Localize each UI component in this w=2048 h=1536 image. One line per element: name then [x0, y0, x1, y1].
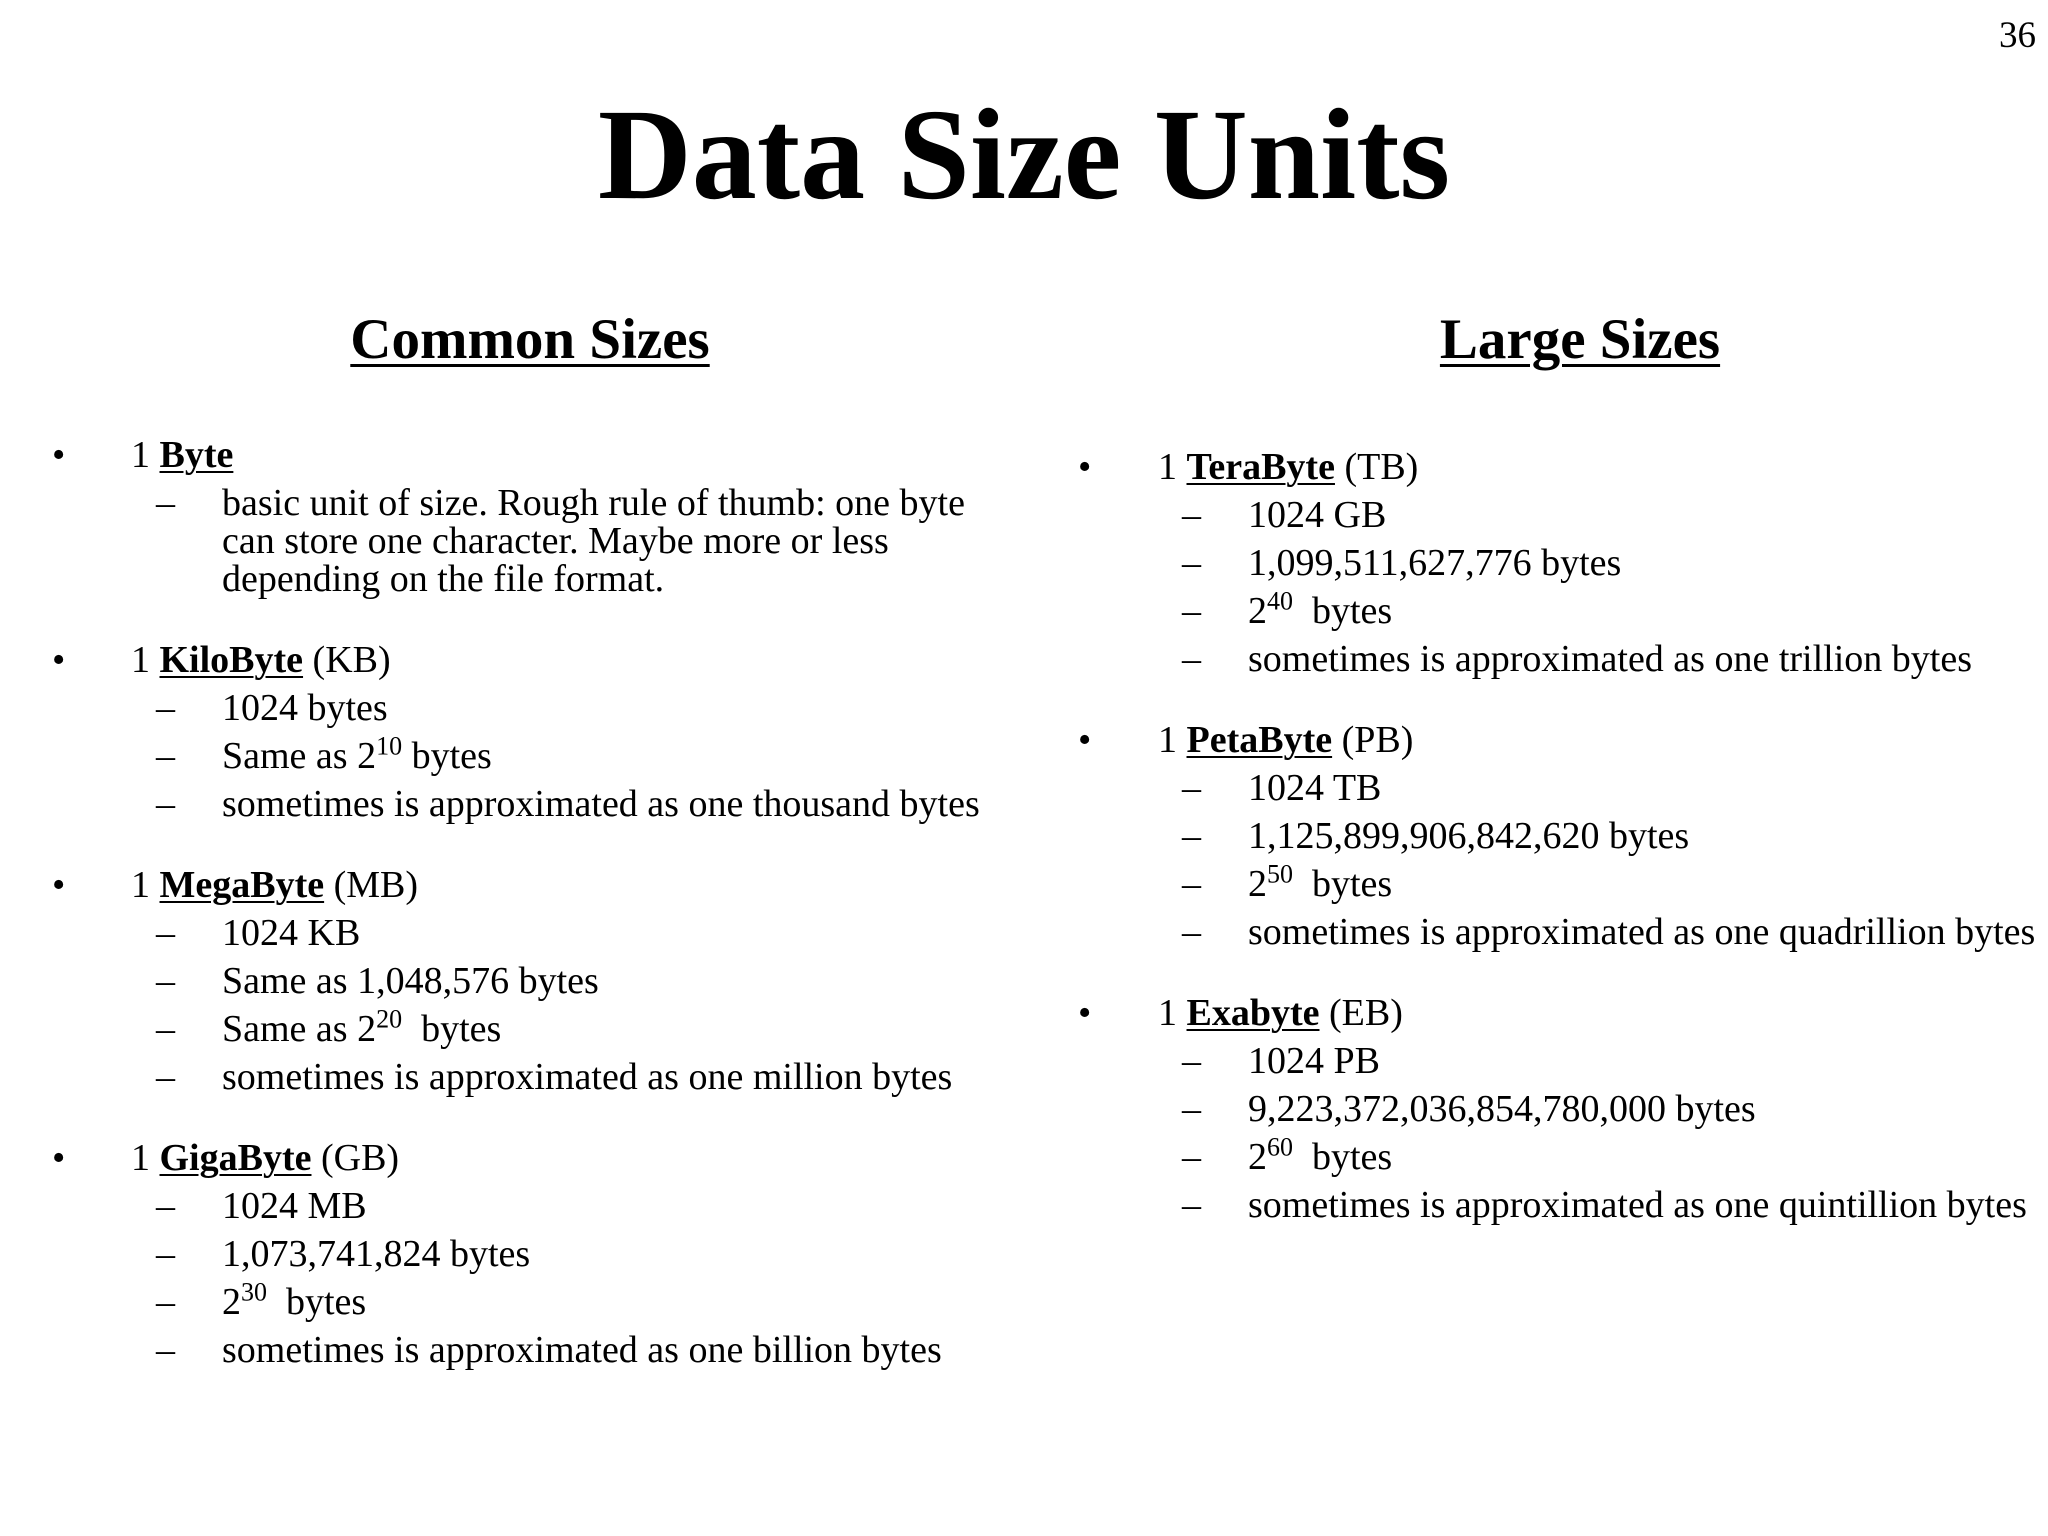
common-sizes-heading: Common Sizes	[350, 308, 710, 371]
list-item	[0, 636, 1040, 828]
unit-count: 1	[131, 639, 160, 681]
unit-heading	[1040, 989, 2048, 1037]
sub-item	[1040, 1181, 2048, 1229]
unit-abbreviation: (TB)	[1334, 446, 1419, 488]
sub-item	[0, 1230, 1040, 1278]
sub-item	[1040, 1037, 2048, 1085]
unit-name: Exabyte	[1186, 992, 1320, 1034]
sub-item-text: 2	[1248, 590, 1267, 632]
exponent: 30	[241, 1277, 267, 1307]
unit-count: 1	[1158, 719, 1187, 761]
unit-heading	[0, 861, 1040, 909]
unit-heading	[1040, 443, 2048, 491]
unit-abbreviation: (MB)	[324, 864, 419, 906]
sub-item-text: 1024 KB	[222, 912, 361, 954]
sub-item	[1040, 635, 2048, 683]
unit-count: 1	[1158, 446, 1187, 488]
sub-item	[1040, 764, 2048, 812]
dash-icon: –	[1182, 494, 1201, 536]
sub-item	[0, 1053, 1040, 1101]
dash-icon: –	[156, 960, 175, 1002]
unit-abbreviation: (EB)	[1319, 992, 1403, 1034]
bullet-icon: •	[1078, 719, 1092, 761]
sub-item	[0, 957, 1040, 1005]
unit-name: GigaByte	[159, 1137, 312, 1179]
sub-item	[0, 1182, 1040, 1230]
sub-item-unit: bytes	[267, 1281, 367, 1323]
dash-icon: –	[156, 1329, 175, 1371]
sub-item-unit: bytes	[402, 1008, 502, 1050]
exponent: 40	[1267, 586, 1293, 616]
sub-item-text: sometimes is approximated as one million bytes	[222, 1056, 953, 1098]
unit-heading	[1040, 716, 2048, 764]
sub-item-text: sometimes is approximated as one billion bytes	[222, 1329, 942, 1371]
sub-item-text: 1,125,899,906,842,620 bytes	[1248, 815, 1690, 857]
dash-icon: –	[1182, 1184, 1201, 1226]
dash-icon: –	[1182, 638, 1201, 680]
sub-item-text: sometimes is approximated as one quintillion bytes	[1248, 1184, 2027, 1226]
bullet-icon: •	[52, 434, 66, 476]
dash-icon: –	[1182, 863, 1201, 905]
sub-item-text: 2	[1248, 863, 1267, 905]
dash-icon: –	[156, 912, 175, 954]
sub-item-unit: bytes	[402, 735, 492, 777]
bullet-icon: •	[1078, 992, 1092, 1034]
dash-icon: –	[1182, 1088, 1201, 1130]
exponent: 50	[1267, 859, 1293, 889]
dash-icon: –	[156, 783, 175, 825]
sub-item-text: 1,073,741,824 bytes	[222, 1233, 531, 1275]
sub-item-text: 1,099,511,627,776 bytes	[1248, 542, 1622, 584]
dash-icon: –	[156, 1056, 175, 1098]
dash-icon: –	[156, 1185, 175, 1227]
unit-count: 1	[131, 434, 160, 476]
sub-item	[0, 1005, 1040, 1053]
sub-item-text: sometimes is approximated as one thousand bytes	[222, 783, 980, 825]
dash-icon: –	[156, 482, 175, 524]
sub-item	[1040, 908, 2048, 956]
sub-item	[1040, 539, 2048, 587]
dash-icon: –	[1182, 767, 1201, 809]
large-sizes-column	[1040, 305, 2048, 1226]
sub-item-text: 1024 MB	[222, 1185, 367, 1227]
bullet-icon: •	[52, 1137, 66, 1179]
dash-icon: –	[156, 687, 175, 729]
sub-item-text: 1024 TB	[1248, 767, 1382, 809]
unit-count: 1	[1158, 992, 1187, 1034]
unit-name: Byte	[159, 434, 234, 476]
sub-item-text: 1024 bytes	[222, 687, 388, 729]
unit-abbreviation: (GB)	[311, 1137, 400, 1179]
dash-icon: –	[156, 1008, 175, 1050]
sub-item	[1040, 812, 2048, 860]
dash-icon: –	[156, 735, 175, 777]
unit-name: TeraByte	[1186, 446, 1335, 488]
unit-name: PetaByte	[1186, 719, 1333, 761]
list-item	[1040, 716, 2048, 956]
dash-icon: –	[1182, 590, 1201, 632]
bullet-icon: •	[52, 639, 66, 681]
sub-item-unit: bytes	[1293, 1136, 1393, 1178]
dash-icon: –	[1182, 1040, 1201, 1082]
sub-item-text: sometimes is approximated as one trillion bytes	[1248, 638, 1972, 680]
exponent: 20	[376, 1004, 403, 1034]
dash-icon: –	[156, 1281, 175, 1323]
list-item	[1040, 989, 2048, 1229]
unit-count: 1	[131, 864, 160, 906]
sub-item	[1040, 1133, 2048, 1181]
dash-icon: –	[1182, 542, 1201, 584]
unit-heading	[0, 1134, 1040, 1182]
sub-item-text: Same as 2	[222, 1008, 377, 1050]
dash-icon: –	[1182, 1136, 1201, 1178]
list-item	[0, 861, 1040, 1101]
unit-name: MegaByte	[159, 864, 325, 906]
unit-heading	[0, 636, 1040, 684]
list-item	[0, 431, 1040, 603]
common-sizes-list	[0, 431, 1040, 1407]
sub-item-text: sometimes is approximated as one quadrillion bytes	[1248, 911, 2036, 953]
bullet-icon: •	[52, 864, 66, 906]
unit-name: KiloByte	[159, 639, 304, 681]
sub-item-unit: bytes	[1293, 590, 1393, 632]
sub-item	[1040, 491, 2048, 539]
list-item	[0, 1134, 1040, 1374]
list-item	[1040, 443, 2048, 683]
slide-title: Data Size Units	[597, 83, 1451, 227]
sub-item	[0, 479, 1040, 603]
dash-icon: –	[156, 1233, 175, 1275]
sub-item	[1040, 860, 2048, 908]
sub-item-text: 1024 GB	[1248, 494, 1387, 536]
sub-item-text: 2	[1248, 1136, 1267, 1178]
exponent: 10	[376, 731, 403, 761]
unit-count: 1	[131, 1137, 160, 1179]
sub-item-unit: bytes	[1293, 863, 1393, 905]
large-sizes-list	[1040, 443, 2048, 1262]
sub-item	[0, 684, 1040, 732]
sub-item-text: 1024 PB	[1248, 1040, 1380, 1082]
dash-icon: –	[1182, 911, 1201, 953]
page-number: 36	[1999, 15, 2036, 56]
unit-heading	[0, 431, 1040, 479]
sub-item-text: 2	[222, 1281, 241, 1323]
common-sizes-column	[0, 305, 1040, 1371]
bullet-icon: •	[1078, 446, 1092, 488]
unit-abbreviation: (KB)	[303, 639, 391, 681]
sub-item-text: Same as 1,048,576 bytes	[222, 960, 599, 1002]
dash-icon: –	[1182, 815, 1201, 857]
exponent: 60	[1267, 1132, 1293, 1162]
sub-item	[1040, 587, 2048, 635]
unit-abbreviation: (PB)	[1332, 719, 1414, 761]
sub-item	[0, 909, 1040, 957]
sub-item-text: 9,223,372,036,854,780,000 bytes	[1248, 1088, 1756, 1130]
sub-item	[0, 1326, 1040, 1374]
sub-item-text: Same as 2	[222, 735, 377, 777]
large-sizes-heading: Large Sizes	[1439, 308, 1721, 371]
sub-item	[0, 1278, 1040, 1326]
sub-item-text: basic unit of size. Rough rule of thumb: one byte can store one character. Maybe more or less depending on the file format.	[222, 482, 965, 600]
sub-item	[0, 780, 1040, 828]
sub-item	[1040, 1085, 2048, 1133]
sub-item	[0, 732, 1040, 780]
